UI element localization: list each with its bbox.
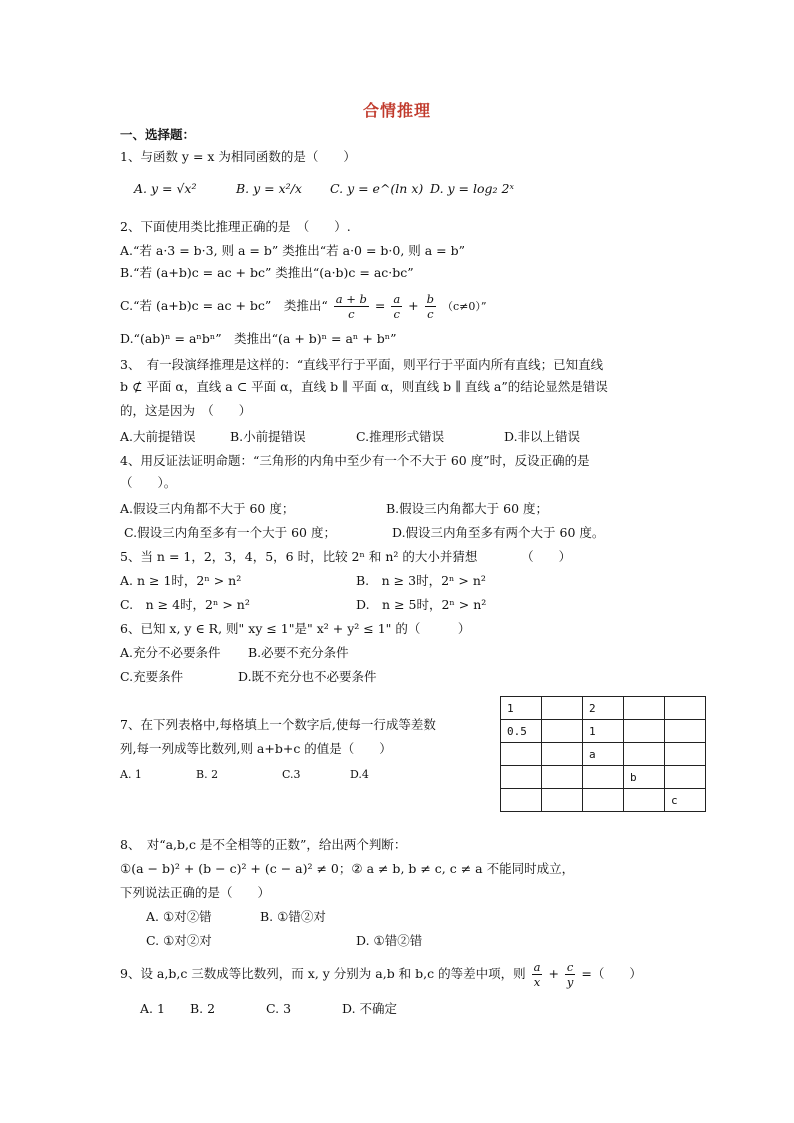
table-cell: 1 xyxy=(583,720,624,743)
q2-option-c: C.“若 (a+b)c = ac + bc” 类推出“ $\frac{a + b}{c}$ = $\frac{a}{c}$ + $\frac{b}{c}$ （c≠0）” xyxy=(120,292,487,321)
q9-option-b: B. 2 xyxy=(190,1001,216,1016)
q6-option-c: C.充要条件 xyxy=(120,669,184,684)
q8-option-b: B. ①错②对 xyxy=(260,909,326,924)
table-cell xyxy=(542,720,583,743)
q2-option-a: A.“若 a·3 = b·3, 则 a = b” 类推出“若 a·0 = b·0, 则 a = b” xyxy=(120,243,466,258)
q9-option-d: D. 不确定 xyxy=(342,1001,398,1016)
q9-stem: 9、设 a,b,c 三数成等比数列，而 x, y 分别为 a,b 和 b,c 的等差中项，则 $\frac{a}{x}$ + $\frac{c}{y}$ =（ ） xyxy=(120,960,642,989)
table-row xyxy=(501,743,706,766)
q1-option-b: B. y = x²/x xyxy=(236,181,302,196)
table-row xyxy=(501,720,706,743)
q6-option-a: A.充分不必要条件 xyxy=(120,645,221,660)
table-cell xyxy=(542,789,583,812)
q2-stem: 2、下面使用类比推理正确的是 （ ）. xyxy=(120,219,351,234)
q4-line-1: 4、用反证法证明命题：“三角形的内角中至少有一个不大于 60 度”时，反设正确的是 xyxy=(120,453,590,468)
q5-stem: 5、当 n = 1，2，3，4，5，6 时，比较 2ⁿ 和 n² 的大小并猜想 （ ） xyxy=(120,549,572,564)
page-title: 合情推理 xyxy=(362,101,431,120)
q7-line-2: 列,每一列成等比数列,则 a+b+c 的值是（ ） xyxy=(120,741,392,756)
table-cell xyxy=(583,766,624,789)
q9-fraction-2: $\frac{c}{y}$ xyxy=(566,960,574,989)
q1-stem: 1、与函数 y = x 为相同函数的是（ ） xyxy=(120,149,356,164)
q8-line-1: 8、 对“a,b,c 是不全相等的正数”，给出两个判断： xyxy=(120,837,407,852)
table-cell xyxy=(583,789,624,812)
q9-option-c: C. 3 xyxy=(266,1001,292,1016)
q9-fraction-1: $\frac{a}{x}$ xyxy=(533,960,541,989)
q6-option-d: D.既不充分也不必要条件 xyxy=(238,669,377,684)
table-cell: 2 xyxy=(583,697,624,720)
q8-option-c: C. ①对②对 xyxy=(146,933,212,948)
q8-line-3: 下列说法正确的是（ ） xyxy=(120,885,271,900)
q1-option-a: A. y = √x² xyxy=(134,181,197,196)
q3-line-3: 的，这是因为 （ ） xyxy=(120,403,252,418)
q3-option-c: C.推理形式错误 xyxy=(356,429,445,444)
table-cell xyxy=(624,697,665,720)
q5-option-c: C. n ≥ 4时，2ⁿ > n² xyxy=(120,597,250,612)
q2-option-c-post: （c≠0）” xyxy=(442,300,487,313)
section-heading: 一、选择题： xyxy=(120,127,196,142)
q2-option-b: B.“若 (a+b)c = ac + bc” 类推出“(a·b)c = ac·bc” xyxy=(120,265,414,280)
q2-fraction-1: $\frac{a + b}{c}$ xyxy=(335,292,367,321)
q2-fraction-2: $\frac{a}{c}$ xyxy=(393,292,401,321)
q8-line-2: ①(a − b)² + (b − c)² + (c − a)² ≠ 0；② a ≠ b, b ≠ c, c ≠ a 不能同时成立， xyxy=(120,861,575,876)
q8-option-d: D. ①错②错 xyxy=(356,933,423,948)
table-cell: b xyxy=(624,766,665,789)
q4-option-d: D.假设三内角至多有两个大于 60 度。 xyxy=(392,525,605,540)
q1-option-c: C. y = e^(ln x) xyxy=(330,181,424,196)
table-cell xyxy=(542,697,583,720)
q5-option-b: B. n ≥ 3时，2ⁿ > n² xyxy=(356,573,486,588)
table-cell xyxy=(542,743,583,766)
q3-line-2: b ⊄ 平面 α，直线 a ⊂ 平面 α，直线 b ∥ 平面 α，则直线 b ∥ 直线 a”的结论显然是错误 xyxy=(120,379,608,394)
q7-option-d: D.4 xyxy=(350,768,369,781)
q7-line-1: 7、在下列表格中,每格填上一个数字后,使每一行成等差数 xyxy=(120,717,436,732)
q8-option-a: A. ①对②错 xyxy=(146,909,212,924)
q3-option-a: A.大前提错误 xyxy=(120,429,196,444)
q9-stem-pre: 9、设 a,b,c 三数成等比数列，而 x, y 分别为 a,b 和 b,c 的等差中项，则 xyxy=(120,966,526,981)
table-cell xyxy=(624,743,665,766)
q7-number-table xyxy=(500,696,706,812)
q2-fraction-3: $\frac{b}{c}$ xyxy=(426,292,435,321)
table-cell: c xyxy=(665,789,706,812)
q6-option-b: B.必要不充分条件 xyxy=(248,645,349,660)
table-cell xyxy=(501,766,542,789)
table-cell xyxy=(665,697,706,720)
table-cell xyxy=(501,789,542,812)
q7-option-b: B. 2 xyxy=(196,768,219,781)
q7-option-c: C.3 xyxy=(282,768,301,781)
q5-option-d: D. n ≥ 5时，2ⁿ > n² xyxy=(356,597,487,612)
table-row xyxy=(501,697,706,720)
q3-line-1: 3、 有一段演绎推理是这样的：“直线平行于平面，则平行于平面内所有直线；已知直线 xyxy=(120,357,604,372)
table-cell xyxy=(542,766,583,789)
q4-line-2: （ ）。 xyxy=(120,475,177,490)
table-cell xyxy=(665,766,706,789)
q3-option-d: D.非以上错误 xyxy=(504,429,581,444)
q7-option-a: A. 1 xyxy=(120,768,142,781)
q2-option-d: D.“(ab)ⁿ = aⁿbⁿ” 类推出“(a + b)ⁿ = aⁿ + bⁿ” xyxy=(120,331,397,346)
q3-option-b: B.小前提错误 xyxy=(230,429,306,444)
table-row xyxy=(501,766,706,789)
table-cell xyxy=(665,720,706,743)
table-row xyxy=(501,789,706,812)
q2-option-c-pre: C.“若 (a+b)c = ac + bc” 类推出“ xyxy=(120,298,328,313)
q1-option-d: D. y = log₂ 2ˣ xyxy=(430,181,514,196)
q9-option-a: A. 1 xyxy=(140,1001,165,1016)
q6-stem: 6、已知 x, y ∈ R, 则" xy ≤ 1"是" x² + y² ≤ 1" 的（ ） xyxy=(120,621,471,636)
table-cell xyxy=(624,789,665,812)
table-cell xyxy=(501,743,542,766)
table-cell xyxy=(665,743,706,766)
q4-option-a: A.假设三内角都不大于 60 度； xyxy=(120,501,295,516)
q4-option-c: C.假设三内角至多有一个大于 60 度； xyxy=(124,525,336,540)
table-cell xyxy=(624,720,665,743)
table-cell: 0.5 xyxy=(501,720,542,743)
table-cell: a xyxy=(583,743,624,766)
table-cell: 1 xyxy=(501,697,542,720)
q5-option-a: A. n ≥ 1时，2ⁿ > n² xyxy=(120,573,242,588)
q9-stem-post: =（ ） xyxy=(581,966,642,981)
q4-option-b: B.假设三内角都大于 60 度； xyxy=(386,501,549,516)
